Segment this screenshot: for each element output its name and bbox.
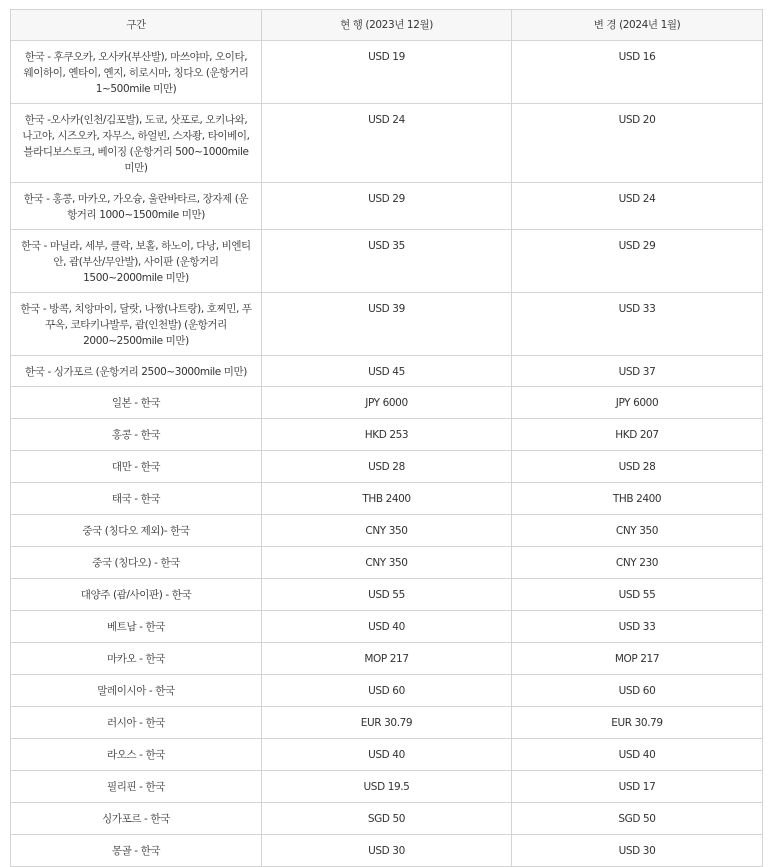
table-row [11, 451, 763, 483]
current-cell: THB 2400 [262, 483, 512, 515]
current-cell: MOP 217 [262, 643, 512, 675]
route-cell: 한국 - 홍콩, 마카오, 가오슝, 울란바타르, 장자제 (운항거리 1000~1500mile 미만) [11, 183, 262, 230]
route-cell: 한국 - 후쿠오카, 오사카(부산발), 마쓰야마, 오이타, 웨이하이, 옌타이, 옌지, 히로시마, 칭다오 (운항거리 1~500mile 미만) [11, 41, 262, 104]
table-row [11, 611, 763, 643]
changed-cell: USD 60 [512, 675, 763, 707]
current-cell: USD 19 [262, 41, 512, 104]
changed-cell: USD 24 [512, 183, 763, 230]
route-cell: 몽골 - 한국 [11, 835, 262, 867]
route-cell: 대만 - 한국 [11, 451, 262, 483]
current-cell: CNY 350 [262, 515, 512, 547]
current-cell: EUR 30.79 [262, 707, 512, 739]
changed-cell: CNY 350 [512, 515, 763, 547]
table-row [11, 183, 763, 230]
route-cell: 대양주 (괌/사이판) - 한국 [11, 579, 262, 611]
route-cell: 한국 -오사카(인천/김포발), 도쿄, 삿포로, 오키나와, 나고야, 시즈오카, 자무스, 하얼빈, 스자좡, 타이베이, 블라디보스토크, 베이징 (운항거리 500~1000mile 미만) [11, 104, 262, 183]
current-cell: USD 40 [262, 739, 512, 771]
header-row [11, 10, 763, 41]
table-row [11, 104, 763, 183]
changed-cell: USD 33 [512, 293, 763, 356]
changed-cell: JPY 6000 [512, 387, 763, 419]
changed-cell: USD 28 [512, 451, 763, 483]
route-cell: 필리핀 - 한국 [11, 771, 262, 803]
table-row [11, 230, 763, 293]
route-cell: 라오스 - 한국 [11, 739, 262, 771]
current-cell: USD 55 [262, 579, 512, 611]
changed-cell: USD 16 [512, 41, 763, 104]
changed-cell: USD 30 [512, 835, 763, 867]
current-cell: HKD 253 [262, 419, 512, 451]
changed-cell: THB 2400 [512, 483, 763, 515]
changed-cell: USD 40 [512, 739, 763, 771]
route-cell: 베트남 - 한국 [11, 611, 262, 643]
header-route: 구간 [11, 10, 262, 41]
current-cell: JPY 6000 [262, 387, 512, 419]
route-cell: 마카오 - 한국 [11, 643, 262, 675]
route-cell: 중국 (칭다오) - 한국 [11, 547, 262, 579]
table-row [11, 41, 763, 104]
header-current: 현 행 (2023년 12월) [262, 10, 512, 41]
current-cell: CNY 350 [262, 547, 512, 579]
route-cell: 한국 - 마닐라, 세부, 클락, 보홀, 하노이, 다낭, 비엔티안, 괌(부산/무안발), 사이판 (운항거리 1500~2000mile 미만) [11, 230, 262, 293]
changed-cell: USD 37 [512, 356, 763, 387]
changed-cell: USD 29 [512, 230, 763, 293]
table-row [11, 515, 763, 547]
header-changed: 변 경 (2024년 1월) [512, 10, 763, 41]
route-cell: 홍콩 - 한국 [11, 419, 262, 451]
table-row [11, 739, 763, 771]
table-row [11, 483, 763, 515]
table-row [11, 387, 763, 419]
current-cell: USD 39 [262, 293, 512, 356]
route-cell: 한국 - 싱가포르 (운항거리 2500~3000mile 미만) [11, 356, 262, 387]
table-row [11, 835, 763, 867]
current-cell: USD 45 [262, 356, 512, 387]
changed-cell: EUR 30.79 [512, 707, 763, 739]
table-row [11, 579, 763, 611]
current-cell: USD 40 [262, 611, 512, 643]
current-cell: SGD 50 [262, 803, 512, 835]
fuel-surcharge-table [10, 9, 763, 867]
table-row [11, 771, 763, 803]
changed-cell: USD 17 [512, 771, 763, 803]
current-cell: USD 28 [262, 451, 512, 483]
table-row [11, 707, 763, 739]
changed-cell: USD 55 [512, 579, 763, 611]
changed-cell: HKD 207 [512, 419, 763, 451]
route-cell: 한국 - 방콕, 치앙마이, 달랏, 나짱(나트랑), 호찌민, 푸꾸옥, 코타키나발루, 괌(인천발) (운항거리 2000~2500mile 미만) [11, 293, 262, 356]
current-cell: USD 30 [262, 835, 512, 867]
changed-cell: USD 20 [512, 104, 763, 183]
changed-cell: CNY 230 [512, 547, 763, 579]
current-cell: USD 29 [262, 183, 512, 230]
changed-cell: MOP 217 [512, 643, 763, 675]
route-cell: 일본 - 한국 [11, 387, 262, 419]
current-cell: USD 35 [262, 230, 512, 293]
table-row [11, 547, 763, 579]
route-cell: 중국 (칭다오 제외)- 한국 [11, 515, 262, 547]
table-row [11, 293, 763, 356]
table-row [11, 356, 763, 387]
current-cell: USD 19.5 [262, 771, 512, 803]
route-cell: 싱가포르 - 한국 [11, 803, 262, 835]
route-cell: 말레이시아 - 한국 [11, 675, 262, 707]
changed-cell: SGD 50 [512, 803, 763, 835]
route-cell: 러시아 - 한국 [11, 707, 262, 739]
table-row [11, 419, 763, 451]
route-cell: 태국 - 한국 [11, 483, 262, 515]
current-cell: USD 60 [262, 675, 512, 707]
table-row [11, 643, 763, 675]
changed-cell: USD 33 [512, 611, 763, 643]
table-row [11, 675, 763, 707]
current-cell: USD 24 [262, 104, 512, 183]
table-row [11, 803, 763, 835]
